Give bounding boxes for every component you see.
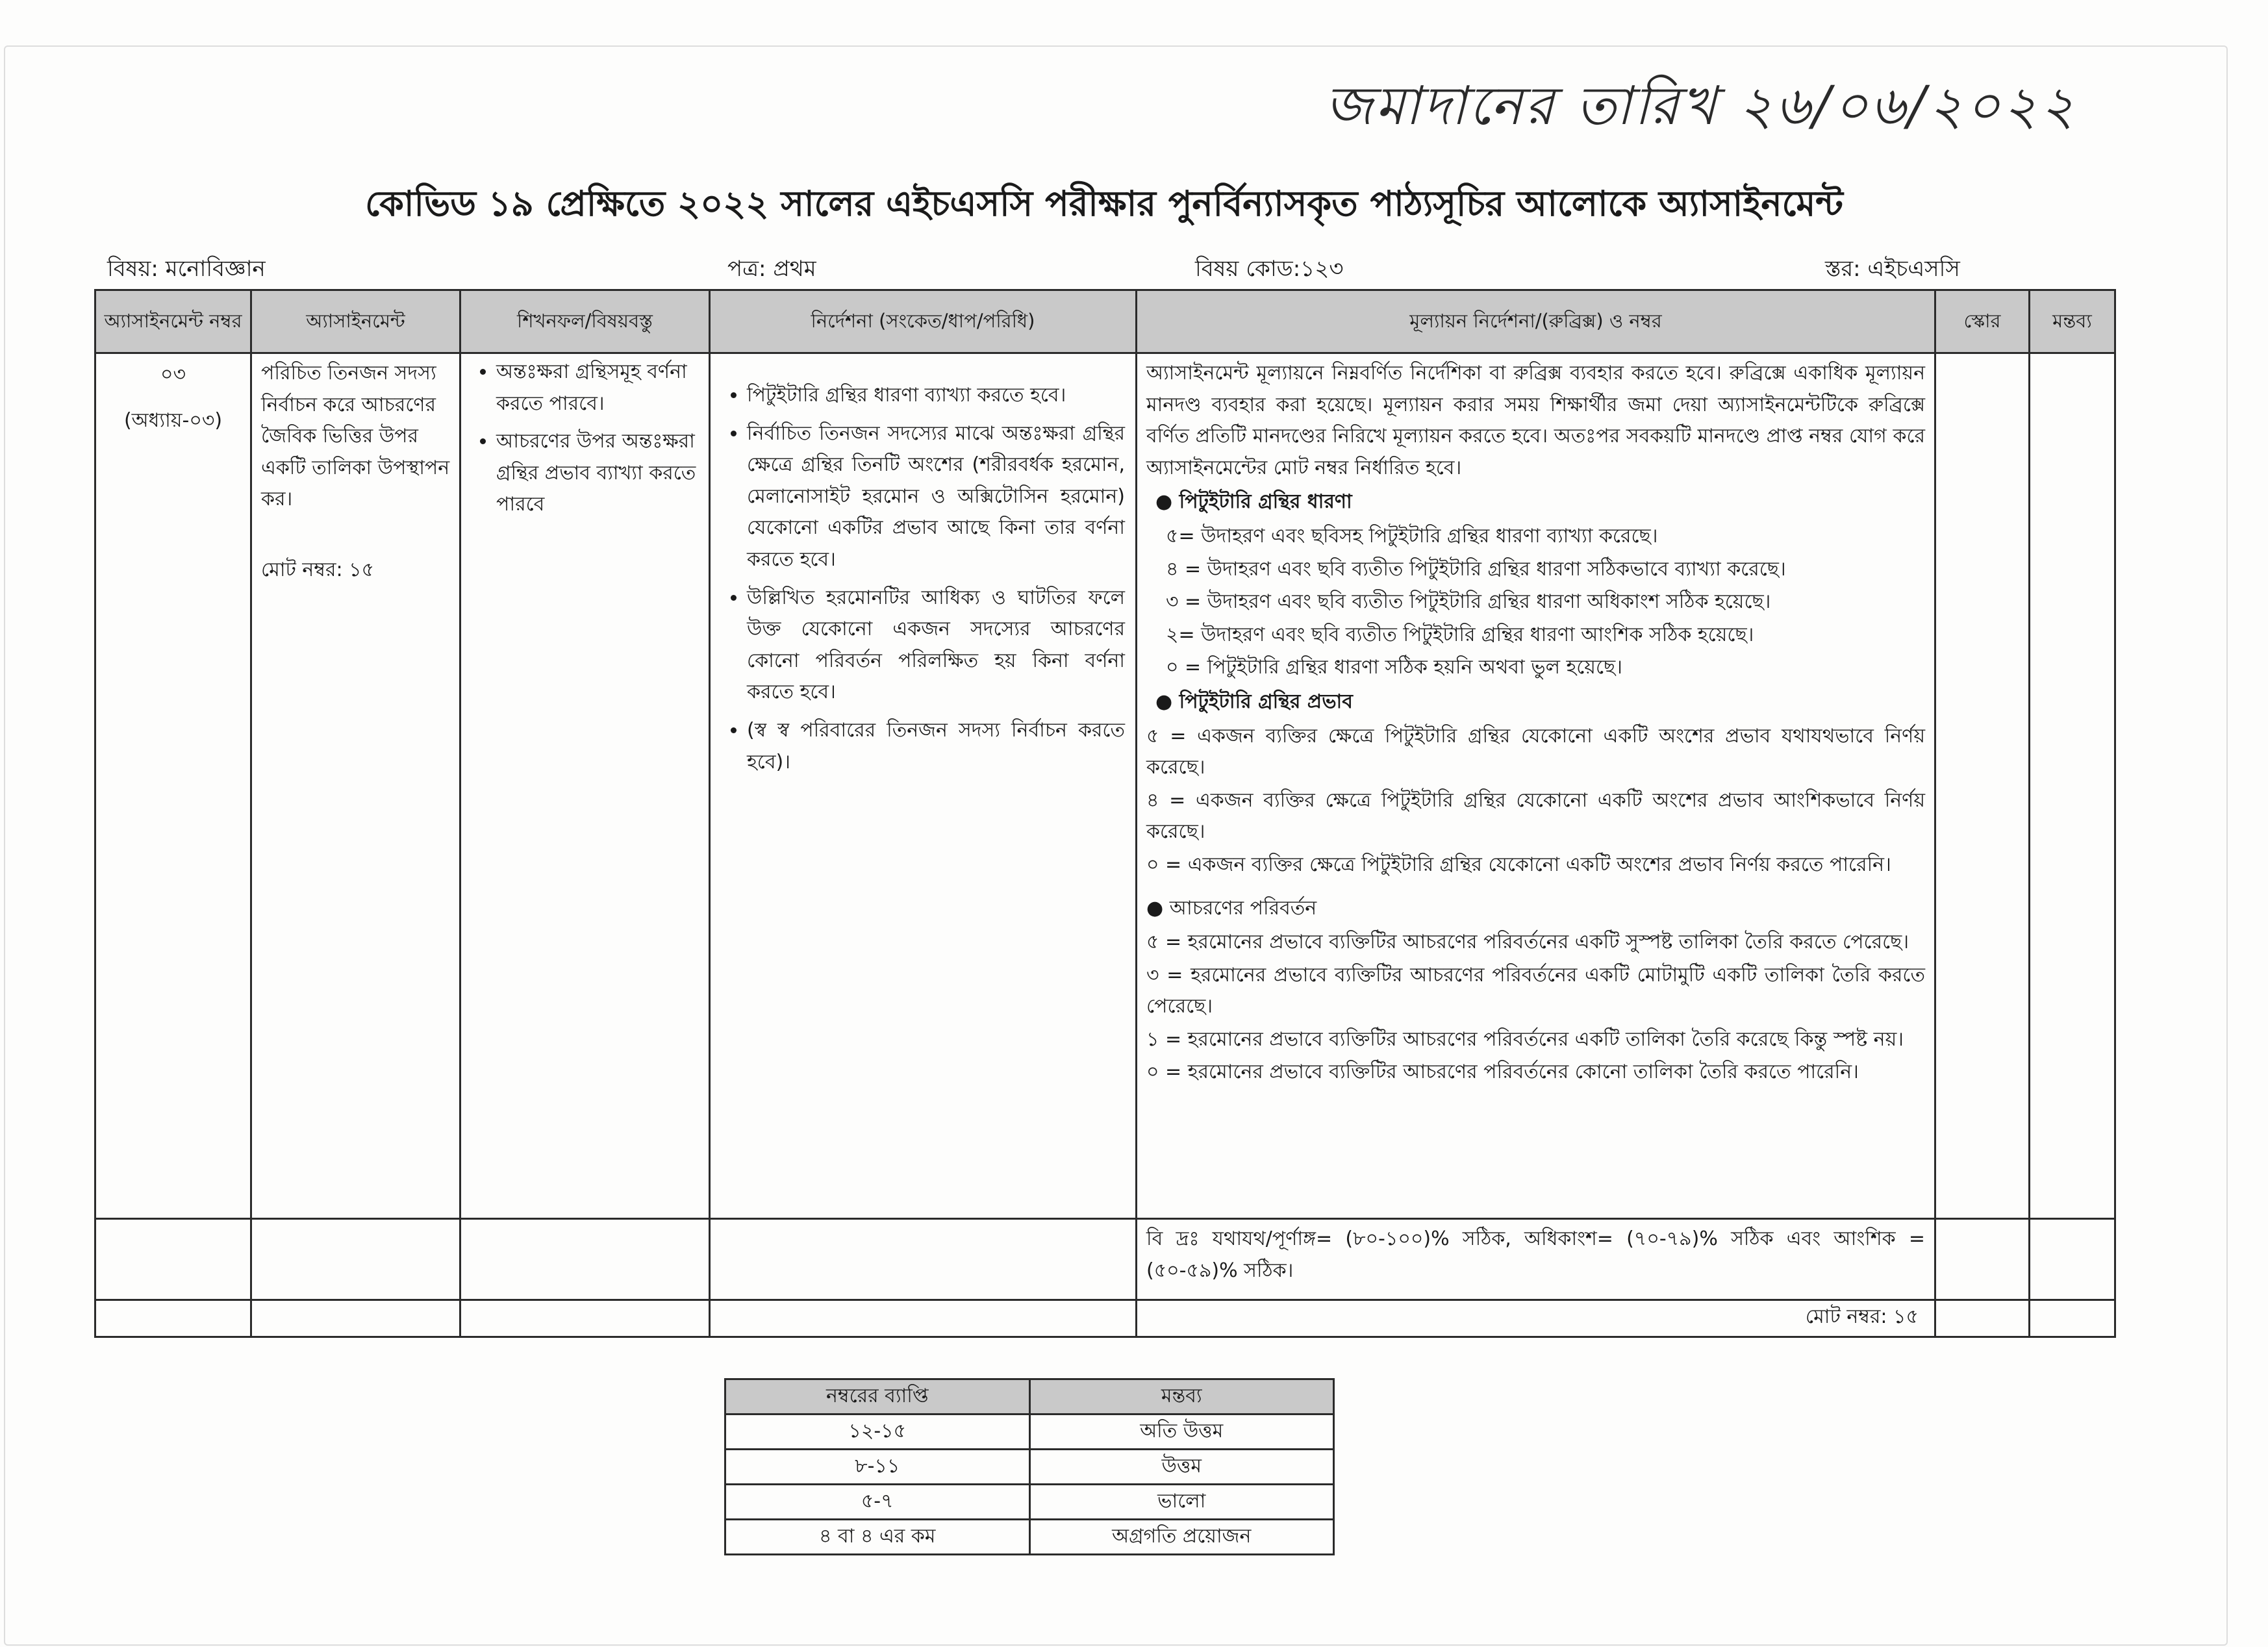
rubric-line: ২= উদাহরণ এবং ছবি ব্যতীত পিটুইটারি গ্রন্থির ধারণা আংশিক সঠিক হয়েছে। (1166, 623, 1754, 646)
header-evaluation: মূল্যায়ন নির্দেশনা/(রুব্রিক্স) ও নম্বর (1137, 290, 1935, 353)
rubric-line: ৪ = উদাহরণ এবং ছবি ব্যতীত পিটুইটারি গ্রন্থির ধারণা সঠিকভাবে ব্যাখ্যা করেছে। (1166, 557, 1786, 581)
grade-remark: অগ্রগতি প্রয়োজন (1029, 1520, 1334, 1555)
outcome-item: • আচরণের উপর অন্তঃক্ষরা গ্রন্থির প্রভাব ব্যাখ্যা করতে পারবে (496, 426, 701, 521)
rubric-line: ৫ = একজন ব্যক্তির ক্ষেত্রে পিটুইটারি গ্রন্থির যেকোনো একটি অংশের প্রভাব যথাযথভাবে নির্ণয় করেছে। (1146, 724, 1925, 779)
grade-row (725, 1520, 1334, 1555)
grade-header-row (725, 1379, 1334, 1414)
grade-row (725, 1414, 1334, 1450)
cell-remark (2030, 353, 2115, 1219)
meta-paper: পত্র: প্রথম (727, 256, 816, 282)
assignment-number: ০৩ (160, 363, 186, 386)
evaluation-intro: অ্যাসাইনমেন্ট মূল্যায়নে নিম্নবর্ণিত নির্দেশিকা বা রুব্রিক্স ব্যবহার করতে হবে। রুব্রিক্সে একাধিক মূল্যায়ন মানদণ্ড ব্যবহার করা হয়েছে। মূল্যায়ন করার সময় শিক্ষার্থীর জমা দেয়া অ্যাসাইনমেন্টটিকে রুব্রিক্সে বর্ণিত প্রতিটি মানদণ্ডের নিরিখে মূল্যায়ন করতে হবে। অতঃপর সবকয়টি মানদণ্ডে প্রাপ্ত নম্বর যোগ করে অ্যাসাইনমেন্টের মোট নম্বর নির্ধারিত হবে। (1146, 362, 1925, 479)
cell-score (1935, 353, 2030, 1219)
instruction-item: • পিটুইটারি গ্রন্থির ধারণা ব্যাখ্যা করতে হবে। (747, 380, 1125, 412)
instruction-item: • নির্বাচিত তিনজন সদস্যের মাঝে অন্তঃক্ষরা গ্রন্থির ক্ষেত্রে গ্রন্থির তিনটি অংশের (শরীরবর্ধক হরমোন, মেলানোসাইট হরমোন ও অক্সিটোসিন হরমোন) যেকোনো একটির প্রভাব আছে কিনা তার বর্ণনা করতে হবে। (747, 418, 1125, 576)
instruction-item: • (স্ব স্ব পরিবারের তিনজন সদস্য নির্বাচন করতে হবে)। (747, 715, 1125, 778)
cell-assignment (251, 353, 460, 1219)
grade-remark: উত্তম (1029, 1450, 1334, 1485)
rubric-line: ৪ = একজন ব্যক্তির ক্ষেত্রে পিটুইটারি গ্রন্থির যেকোনো একটি অংশের প্রভাব আংশিকভাবে নির্ণয় করেছে। (1146, 788, 1925, 844)
table-row-note (95, 1219, 2115, 1300)
rubric-line: ৩ = হরমোনের প্রভাবে ব্যক্তিটির আচরণের পরিবর্তনের একটি মোটামুটি একটি তালিকা তৈরি করতে পেরেছে। (1146, 963, 1925, 1018)
meta-level: স্তর: এইচএসসি (1825, 256, 1960, 282)
page-title: কোভিড ১৯ প্রেক্ষিতে ২০২২ সালের এইচএসসি পরীক্ষার পুনর্বিন্যাসকৃত পাঠ্যসূচির আলোকে অ্যাসাইনমেন্ট (365, 183, 1843, 224)
rubric-line: ০ = পিটুইটারি গ্রন্থির ধারণা সঠিক হয়নি অথবা ভুল হয়েছে। (1166, 656, 1622, 679)
criterion-title-behavior-change: ● আচরণের পরিবর্তন (1146, 896, 1317, 920)
handwritten-submission-date: জমাদানের তারিখ ২৬/০৬/২০২২ (1325, 75, 2078, 137)
table-row (95, 353, 2115, 1219)
grade-remark: অতি উত্তম (1029, 1414, 1334, 1450)
grade-header-range: নম্বরের ব্যাপ্তি (725, 1379, 1030, 1414)
grade-range: ৪ বা ৪ এর কম (725, 1520, 1030, 1555)
chapter-label: (অধ্যায়-০৩) (123, 409, 223, 432)
rubric-line: ০ = একজন ব্যক্তির ক্ষেত্রে পিটুইটারি গ্রন্থির যেকোনো একটি অংশের প্রভাব নির্ণয় করতে পারেনি। (1146, 853, 1891, 876)
rubric-line: ৩ = উদাহরণ এবং ছবি ব্যতীত পিটুইটারি গ্রন্থির ধারণা অধিকাংশ সঠিক হয়েছে। (1166, 590, 1771, 614)
cell-assignment-number (95, 353, 251, 1219)
grade-row (725, 1450, 1334, 1485)
instruction-item: • উল্লিখিত হরমোনটির আধিক্য ও ঘাটতির ফলে উক্ত যেকোনো একজন সদস্যের আচরণের কোনো পরিবর্তন পরিলক্ষিত হয় কিনা বর্ণনা করতে হবে। (747, 583, 1125, 709)
cell-evaluation (1137, 353, 1935, 1219)
rubric-line: ৫= উদাহরণ এবং ছবিসহ পিটুইটারি গ্রন্থির ধারণা ব্যাখ্যা করেছে। (1166, 524, 1658, 547)
rubric-line: ৫ = হরমোনের প্রভাবে ব্যক্তিটির আচরণের পরিবর্তনের একটি সুস্পষ্ট তালিকা তৈরি করতে পেরেছে। (1146, 931, 1909, 954)
criterion-title-pituitary-effect: ● পিটুইটারি গ্রন্থির প্রভাব (1155, 690, 1353, 713)
header-assignment: অ্যাসাইনমেন্ট (251, 290, 460, 353)
cell-instruction (710, 353, 1137, 1219)
assignment-text: পরিচিত তিনজন সদস্য নির্বাচন করে আচরণের জৈবিক ভিত্তির উপর একটি তালিকা উপস্থাপন কর। (261, 362, 450, 511)
table-total-marks: মোট নম্বর: ১৫ (1137, 1300, 1935, 1337)
grade-range: ৫-৭ (725, 1485, 1030, 1520)
header-remark: মন্তব্য (2030, 290, 2115, 353)
table-header-row (95, 290, 2115, 353)
meta-subject: বিষয়: মনোবিজ্ঞান (107, 256, 266, 282)
criterion-title-pituitary-concept: ● পিটুইটারি গ্রন্থির ধারণা (1155, 490, 1352, 514)
header-instruction: নির্দেশনা (সংকেত/ধাপ/পরিধি) (710, 290, 1137, 353)
grade-header-remark: মন্তব্য (1029, 1379, 1334, 1414)
assignment-total-marks: মোট নম্বর: ১৫ (261, 558, 375, 581)
header-learning-outcome: শিখনফল/বিষয়বস্তু (460, 290, 710, 353)
cell-learning-outcome (460, 353, 710, 1219)
grade-row (725, 1485, 1334, 1520)
outcome-item: • অন্তঃক্ষরা গ্রন্থিসমূহ বর্ণনা করতে পারবে। (496, 357, 701, 420)
meta-subject-code: বিষয় কোড:১২৩ (1195, 256, 1344, 282)
header-assignment-number: অ্যাসাইনমেন্ট নম্বর (95, 290, 251, 353)
header-score: স্কোর (1935, 290, 2030, 353)
grade-remark: ভালো (1029, 1485, 1334, 1520)
rubric-line: ১ = হরমোনের প্রভাবে ব্যক্তিটির আচরণের পরিবর্তনের একটি তালিকা তৈরি করেছে কিন্তু স্পষ্ট নয়। (1146, 1027, 1904, 1051)
table-row-total (95, 1300, 2115, 1337)
evaluation-note: বি দ্রঃ যথাযথ/পূর্ণাঙ্গ= (৮০-১০০)% সঠিক, অধিকাংশ= (৭০-৭৯)% সঠিক এবং আংশিক = (৫০-৫৯)% সঠিক। (1137, 1219, 1935, 1300)
rubric-line: ০ = হরমোনের প্রভাবে ব্যক্তিটির আচরণের পরিবর্তনের কোনো তালিকা তৈরি করতে পারেনি। (1146, 1061, 1859, 1084)
grade-range: ৮-১১ (725, 1450, 1030, 1485)
grade-range: ১২-১৫ (725, 1414, 1030, 1450)
assignment-table (94, 289, 2116, 1338)
grade-range-table (724, 1378, 1335, 1555)
